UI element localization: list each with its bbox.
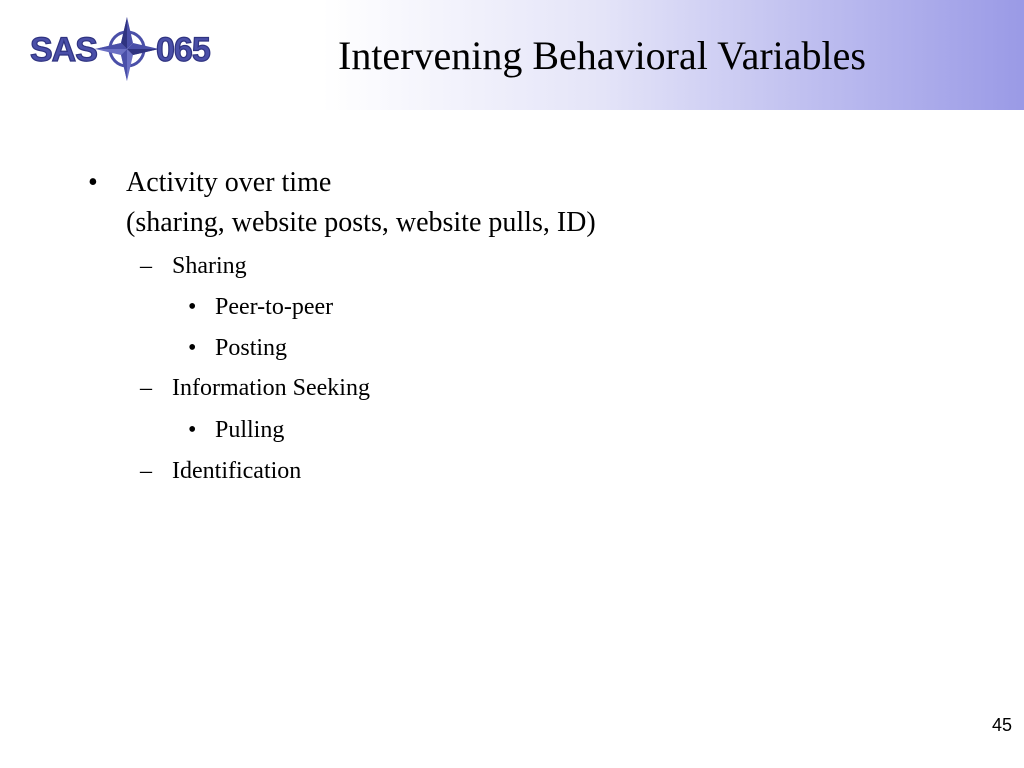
slide-title: Intervening Behavioral Variables [338,33,866,78]
sub-item-label: Information Seeking [172,375,370,401]
bullet-icon: • [188,294,197,320]
page-number: 45 [991,715,1012,735]
dash-icon: – [140,253,152,279]
dash-icon: – [140,458,152,484]
svg-text:065: 065 [156,31,210,69]
bullet-icon: • [88,167,98,198]
sub-sub-item-label: Posting [215,335,288,361]
list-item-subtext: (sharing, website posts, website pulls, ID) [126,207,596,238]
sub-sub-item-label: Peer-to-peer [215,294,334,320]
list-item-text: Activity over time [126,167,332,198]
sub-item-label: Sharing [172,253,247,279]
bullet-icon: • [188,417,197,443]
sub-sub-item-label: Pulling [215,417,285,443]
sub-item-label: Identification [172,458,302,484]
dash-icon: – [140,375,152,401]
bullet-icon: • [188,335,197,361]
svg-text:SAS: SAS [30,31,97,69]
